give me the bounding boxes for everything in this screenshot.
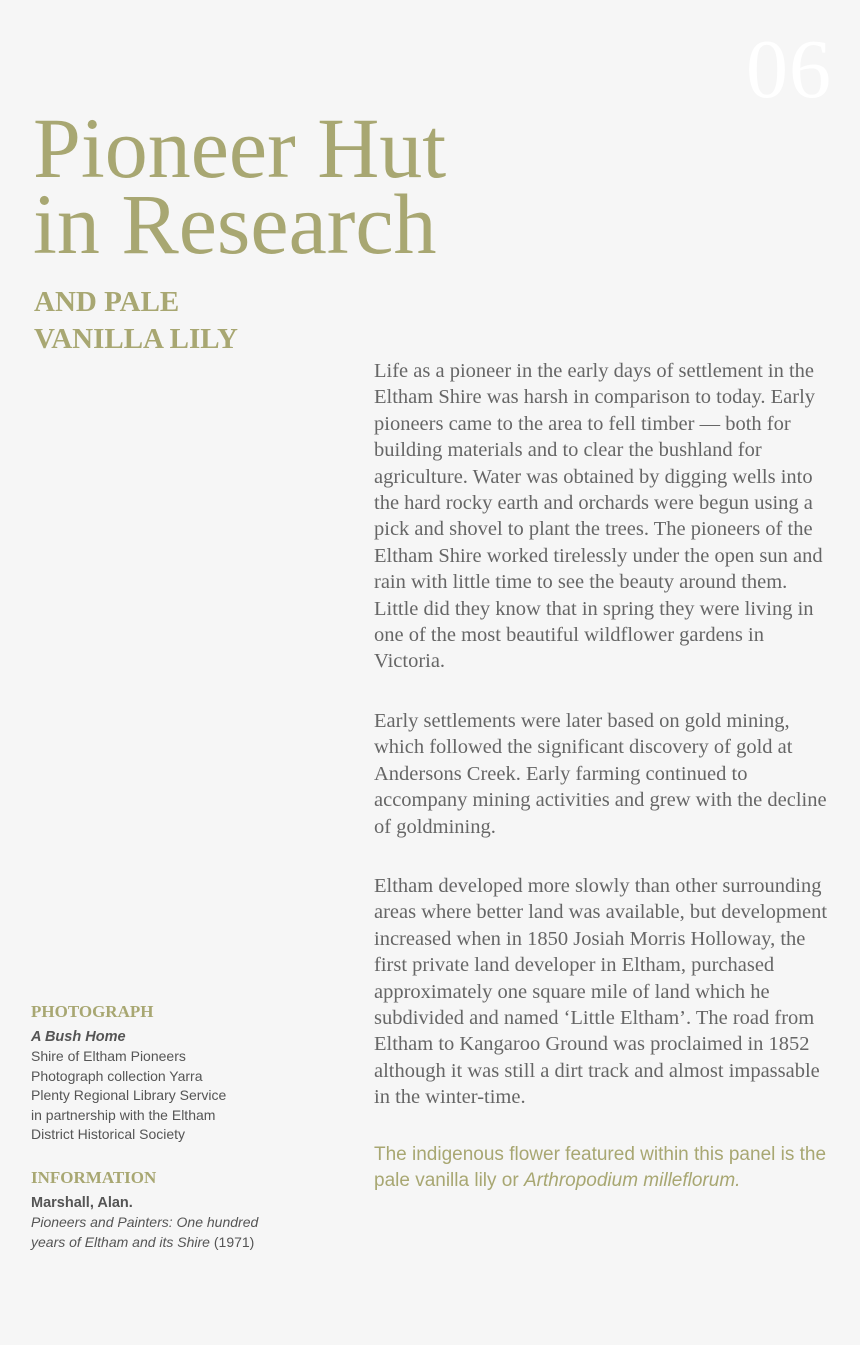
subtitle-line-2: VANILLA LILY <box>34 323 238 355</box>
photograph-credit-line-4: in partnership with the Eltham <box>31 1106 216 1123</box>
title-line-1: Pioneer Hut <box>33 100 447 196</box>
photograph-credit-line-2: Photograph collection Yarra <box>31 1067 203 1084</box>
book-year: (1971) <box>209 1233 255 1250</box>
body-paragraph-2: Early settlements were later based on gold mining, which followed the significant discovery of gold at Andersons Creek. Early farming continued to accompany mining activities and grew with the decline of goldmining. <box>374 709 827 838</box>
information-book-line-2 <box>31 1233 291 1253</box>
information-author: Marshall, Alan. <box>31 1195 133 1211</box>
flower-species-name: Arthropodium milleflorum. <box>523 1169 741 1191</box>
subtitle-line-1: AND PALE <box>34 286 180 318</box>
page-number: 06 <box>746 23 832 116</box>
photograph-heading: PHOTOGRAPH <box>31 1002 154 1021</box>
information-heading: INFORMATION <box>31 1168 157 1187</box>
book-title-part-1: Pioneers and Painters: One hundred <box>31 1214 259 1230</box>
flower-note <box>374 1142 834 1195</box>
photograph-title: A Bush Home <box>31 1029 126 1045</box>
book-title-part-2: years of Eltham and its Shire <box>31 1233 210 1250</box>
photograph-credit-line-5: District Historical Society <box>31 1126 186 1142</box>
flower-note-text: The indigenous flower featured within this panel is the pale vanilla lily or <box>374 1143 827 1191</box>
page-subtitle <box>34 284 238 358</box>
body-paragraph-1: Life as a pioneer in the early days of settlement in the Eltham Shire was harsh in comparison to today. Early pioneers came to the area to fell timber — both for building materials and to clear the bushland for agriculture. Water was obtained by digging wells into the hard rocky earth and orchards were begun using a pick and shovel to plant the trees. The pioneers of the Eltham Shire worked tirelessly under the open sun and rain with little time to see the beauty around them. Little did they know that in spring they were living in one of the most beautiful wildflower gardens in Victoria. <box>374 360 823 673</box>
information-credit <box>31 1167 291 1252</box>
page-title <box>33 100 447 272</box>
information-book-line-1 <box>31 1213 291 1233</box>
body-text <box>374 358 834 1227</box>
body-paragraph-3: Eltham developed more slowly than other surrounding areas where better land was available, but development increased when in 1850 Josiah Morris Holloway, the first private land developer in Eltham, purchased approximately one square mile of land which he subdivided and named ‘Little Eltham’. The road from Eltham to Kangaroo Ground was proclaimed in 1852 although it was still a dirt track and almost impassable in the winter-time. <box>374 874 828 1109</box>
title-line-2: in Research <box>33 176 437 272</box>
photograph-credit-line-3: Plenty Regional Library Service <box>31 1087 227 1103</box>
photograph-credit <box>31 1001 291 1145</box>
photograph-credit-line-1: Shire of Eltham Pioneers <box>31 1048 186 1064</box>
